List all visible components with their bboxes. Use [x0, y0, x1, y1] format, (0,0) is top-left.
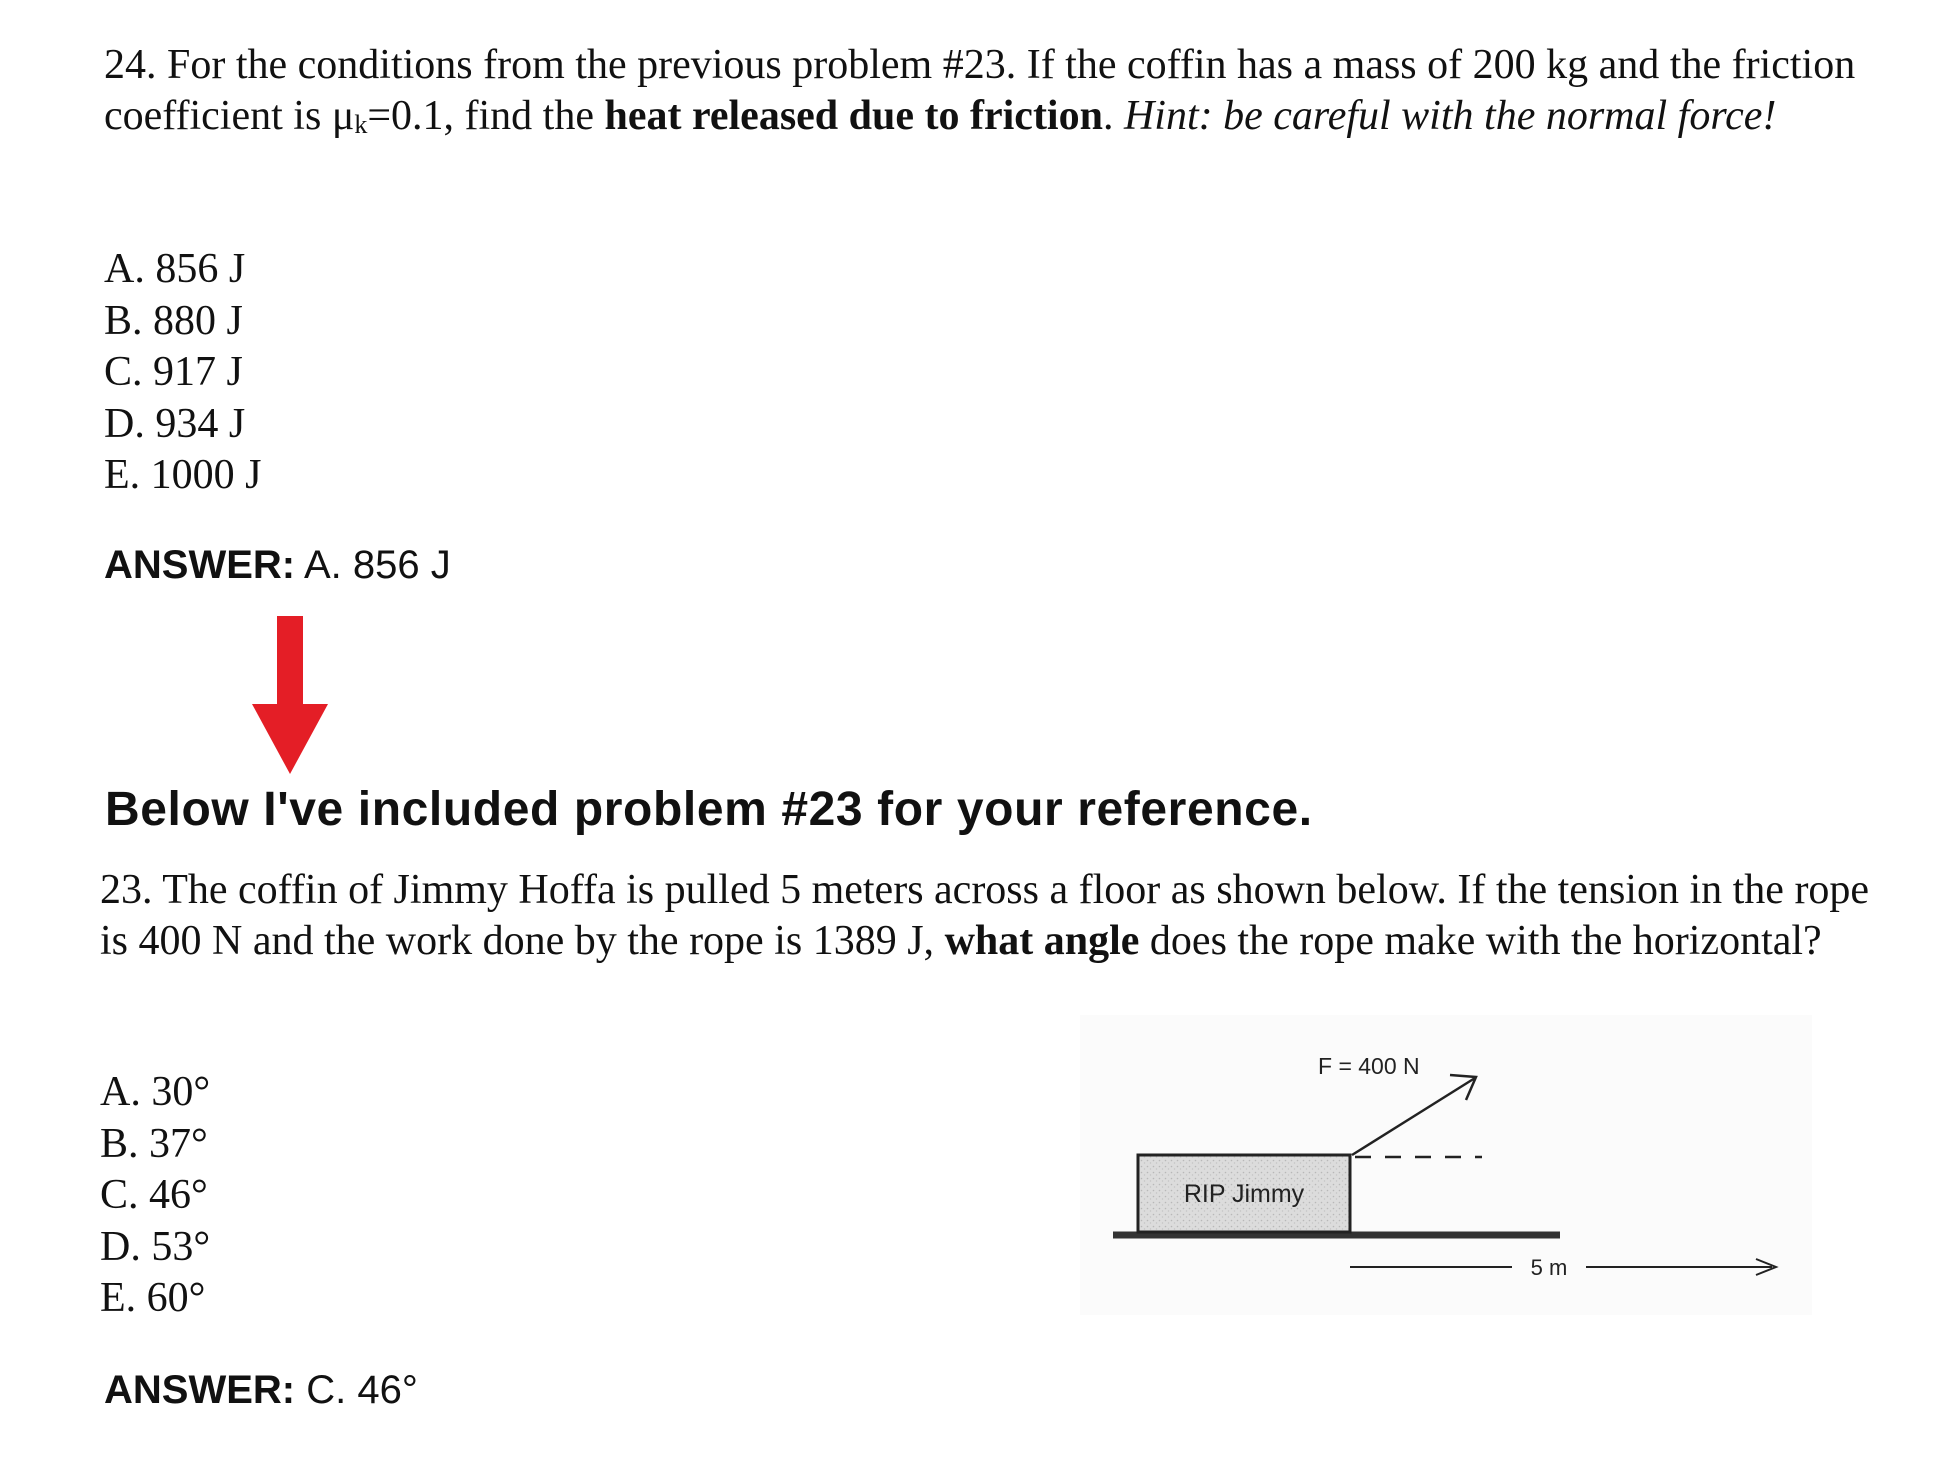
problem-24-bold: heat released due to friction — [604, 93, 1103, 139]
coffin-label: RIP Jimmy — [1183, 1180, 1305, 1208]
problem-23-options — [100, 1067, 210, 1325]
option-item: A. 30° — [100, 1069, 211, 1115]
coffin-diagram — [1080, 1015, 1812, 1315]
option-item: D. 934 J — [104, 400, 246, 447]
option-item: B. 37° — [100, 1120, 208, 1167]
option-item: A. 856 J — [104, 246, 246, 292]
distance-label: 5 m — [1530, 1255, 1568, 1280]
option-item: B. 880 J — [104, 297, 243, 344]
mu-subscript: k — [354, 110, 368, 139]
option-item: D. 53° — [100, 1223, 211, 1270]
force-label: F = 400 N — [1318, 1053, 1420, 1079]
problem-24-intro: 24. For the conditions from the previous problem #23. If the coffin has a mass of 200 kg and the friction coefficient is — [104, 42, 1856, 139]
problem-24-mid: =0.1, find the — [367, 93, 605, 139]
problem-24-hint: Hint: be careful with the normal force! — [1123, 93, 1777, 139]
reference-heading: Below I've included problem #23 for your reference. — [105, 783, 1313, 836]
mu-symbol: μ — [331, 93, 355, 139]
option-item: E. 60° — [100, 1275, 206, 1321]
problem-23-end: does the rope make with the horizontal? — [1139, 918, 1822, 964]
option-item: C. 917 J — [104, 349, 243, 395]
answer-value: C. 46° — [295, 1368, 418, 1412]
problem-23-intro: 23. The coffin of Jimmy Hoffa is pulled 5 meters across a floor as shown below. If the tension in the rope is 400 N and the work done by the rope is 1389 J, — [100, 867, 1870, 964]
problem-23-answer — [104, 1366, 418, 1414]
answer-label: ANSWER: — [104, 543, 296, 587]
answer-label: ANSWER: — [104, 1368, 296, 1412]
problem-23-text — [100, 865, 1900, 967]
problem-24-text — [104, 40, 1884, 150]
down-arrow-icon — [252, 616, 328, 781]
problem-24-answer — [104, 541, 451, 589]
force-arrow-icon — [1352, 1075, 1476, 1155]
problem-23-bold: what angle — [944, 918, 1140, 964]
problem-24-options — [104, 244, 262, 502]
problem-24-period: . — [1102, 93, 1114, 139]
option-item: E. 1000 J — [104, 452, 262, 498]
option-item: C. 46° — [100, 1172, 208, 1218]
answer-value: A. 856 J — [295, 543, 451, 587]
